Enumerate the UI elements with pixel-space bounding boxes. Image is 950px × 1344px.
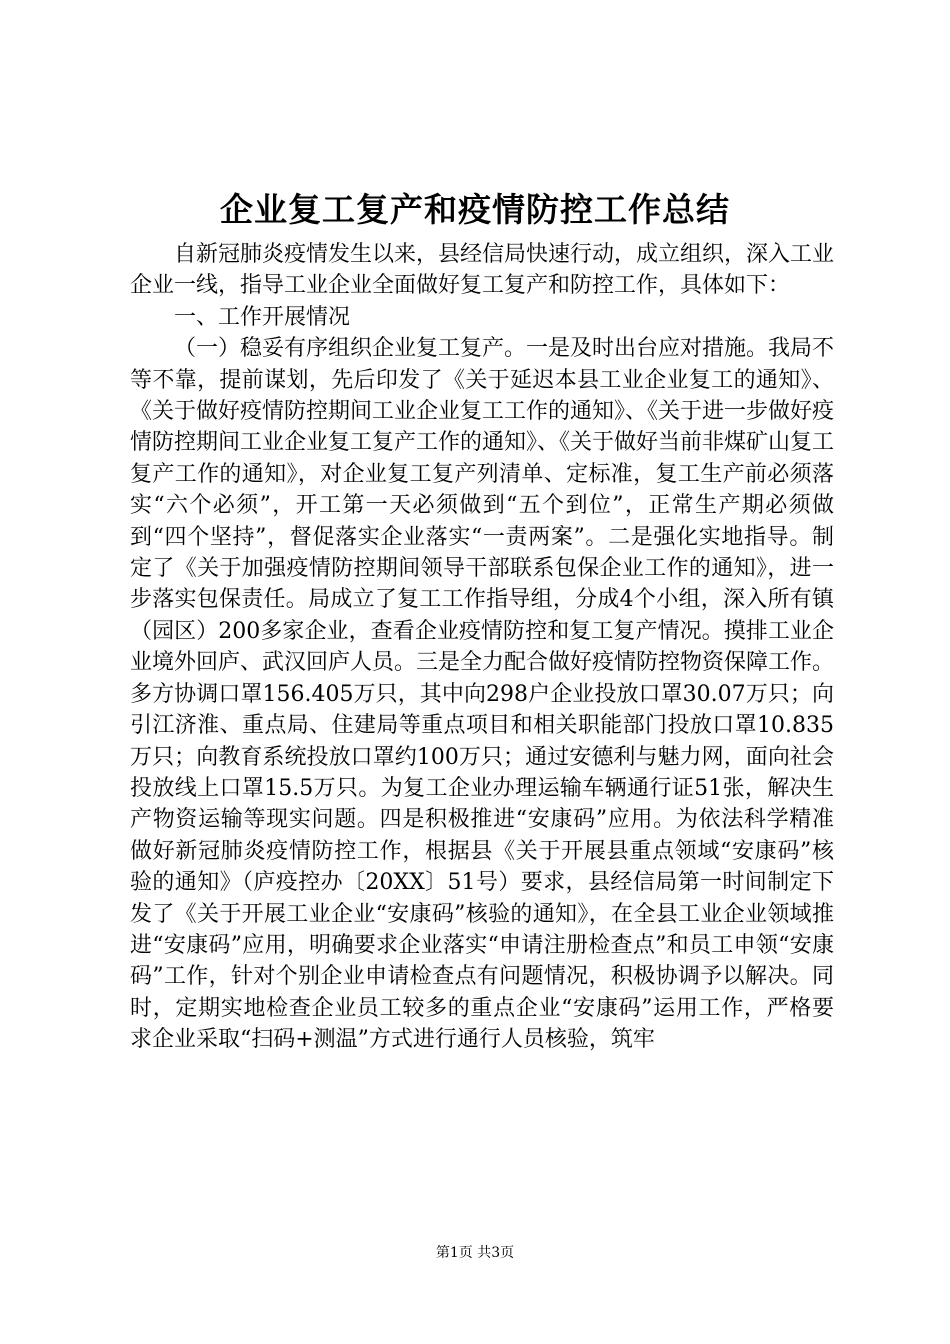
document-title: 企业复工复产和疫情防控工作总结 xyxy=(220,190,730,229)
intro-paragraph: 自新冠肺炎疫情发生以来，县经信局快速行动，成立组织，深入工业企业一线，指导工业企业全面做好复工复产和防控工作，具体如下： xyxy=(130,242,835,299)
body-paragraph: （一）稳妥有序组织企业复工复产。一是及时出台应对措施。我局不等不靠，提前谋划，先后印发了《关于延迟本县工业企业复工的通知》、《关于做好疫情防控期间工业企业复工工作的通知》、《关于进一步做好疫情防控期间工业企业复工复产工作的通知》、《关于做好当前非煤矿山复工复产工作的通知》，对企业复工复产列清单、定标准，复工生产前必须落实“六个必须”，开工第一天必须做到“五个到位”，正常生产期必须做到“四个坚持”，督促落实企业落实“一责两案”。二是强化实地指导。制定了《关于加强疫情防控期间领导干部联系包保企业工作的通知》，进一步落实包保责任。局成立了复工工作指导组，分成4个小组，深入所有镇（园区）200多家企业，查看企业疫情防控和复工复产情况。摸排工业企业境外回庐、武汉回庐人员。三是全力配合做好疫情防控物资保障工作。多方协调口罩156.405万只，其中向298户企业投放口罩30.07万只；向引江济淮、重点局、住建局等重点项目和相关职能部门投放口罩10.835万只；向教育系统投放口罩约100万只；通过安德利与魅力网，面向社会投放线上口罩15.5万只。为复工企业办理运输车辆通行证51张，解决生产物资运输等现实问题。四是积极推进“安康码”应用。为依法科学精准做好新冠肺炎疫情防控工作，根据县《关于开展县重点领域“安康码”核验的通知》（庐疫控办〔20XX〕51号）要求，县经信局第一时间制定下发了《关于开展工业企业“安康码”核验的通知》，在全县工业企业领域推进“安康码”应用，明确要求企业落实“申请注册检查点”和员工申领“安康码”工作，针对个别企业申请检查点有问题情况，积极协调予以解决。同时，定期实地检查企业员工较多的重点企业“安康码”运用工作，严格要求企业采取“扫码+测温”方式进行通行人员核验，筑牢 xyxy=(130,336,835,1053)
section-heading: 一、工作开展情况 xyxy=(174,304,351,330)
document-body xyxy=(130,239,834,1056)
page-footer: 第1页 共3页 xyxy=(435,1245,515,1261)
